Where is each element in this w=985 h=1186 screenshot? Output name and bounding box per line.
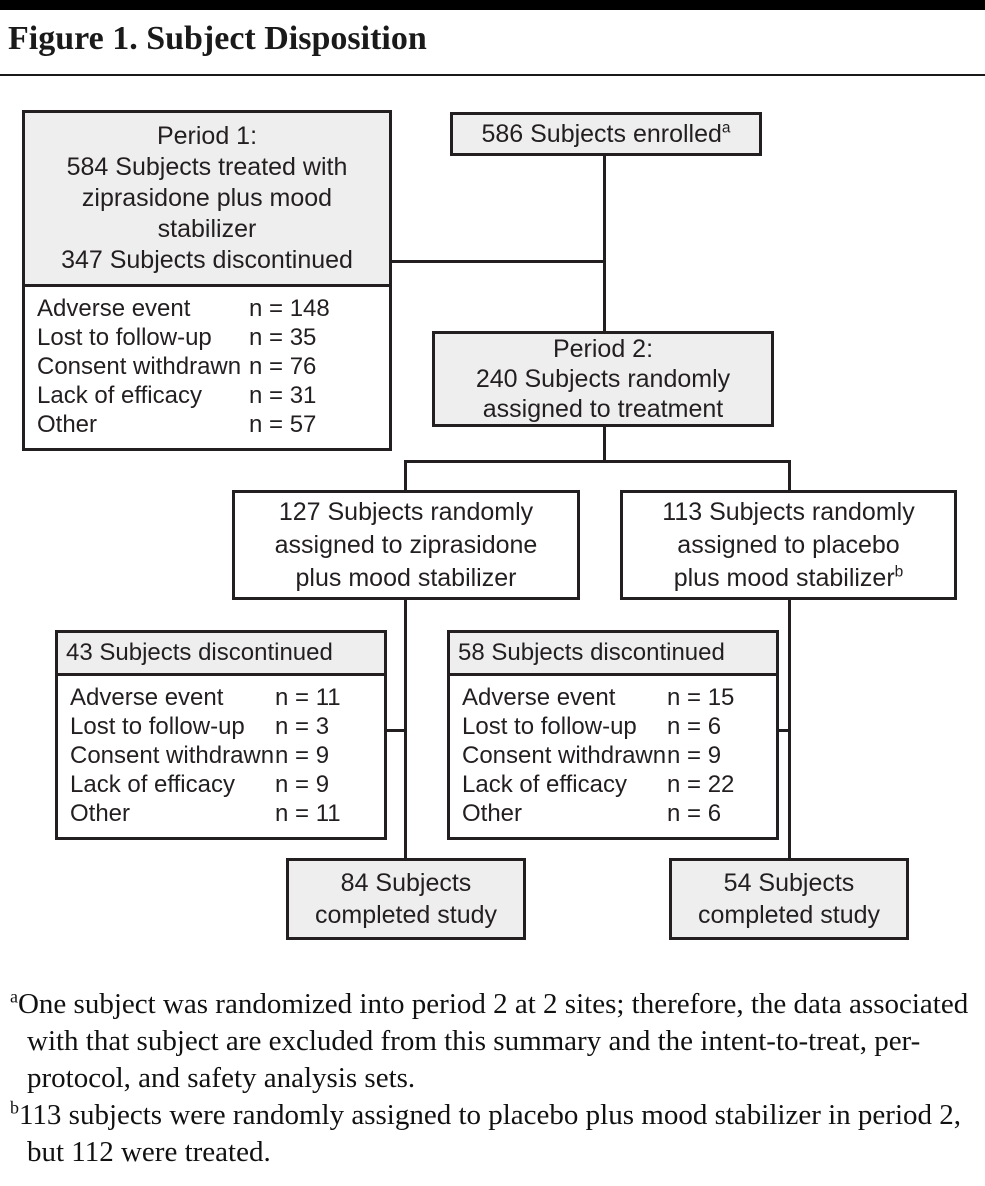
discontinued-ziprasidone-box <box>55 630 387 840</box>
reason-row <box>70 770 376 799</box>
footnote-a <box>10 986 975 1097</box>
footnote-text: One subject was randomized into period 2 at 2 sites; therefore, the data associated with that subject are excluded from this summary and the intent-to-treat, per-protocol, and safety analysis sets. <box>17 988 969 1094</box>
footnote-b <box>10 1097 975 1171</box>
reason-value: n = 6 <box>667 800 722 827</box>
period1-reason-list <box>25 287 389 448</box>
reason-row <box>37 294 381 323</box>
reason-row <box>37 352 381 381</box>
discontinued-reason-list <box>450 676 776 837</box>
title-underline <box>0 74 985 76</box>
reason-row <box>462 683 768 712</box>
period1-line: stabilizer <box>157 215 257 243</box>
reason-label: Lack of efficacy <box>70 771 235 798</box>
reason-row <box>70 683 376 712</box>
period1-line: ziprasidone plus mood <box>81 184 333 212</box>
period2-line: 240 Subjects randomly <box>475 365 731 393</box>
reason-value: n = 11 <box>275 684 341 711</box>
connector-period2-stub <box>603 427 606 463</box>
reason-label: Lost to follow-up <box>37 324 212 351</box>
footnote-marker: a <box>10 986 18 1007</box>
arm-line: 113 Subjects randomly <box>662 497 915 526</box>
reason-value: n = 31 <box>249 382 317 409</box>
completed-line: completed study <box>697 901 881 929</box>
discontinued-reason-list <box>58 676 384 837</box>
footnote-text: 113 subjects were randomly assigned to placebo plus mood stabilizer in period 2, but 112 were treated. <box>18 1099 962 1168</box>
reason-label: Adverse event <box>462 684 616 711</box>
reason-value: n = 22 <box>667 771 735 798</box>
period2-line: assigned to treatment <box>482 395 724 423</box>
completed-ziprasidone-box <box>286 858 526 940</box>
reason-row <box>462 712 768 741</box>
connector-stub-right-arm <box>788 460 791 492</box>
period1-line: Period 1: <box>156 122 258 150</box>
connector-branch-horizontal <box>404 460 791 463</box>
reason-row <box>70 799 376 828</box>
reason-row <box>70 741 376 770</box>
connector-stub-left-arm <box>404 460 407 492</box>
discontinued-header: 58 Subjects discontinued <box>450 633 776 676</box>
reason-label: Lack of efficacy <box>37 382 202 409</box>
reason-value: n = 9 <box>275 771 330 798</box>
reason-row <box>37 410 381 439</box>
reason-value: n = 76 <box>249 353 317 380</box>
connector-right-discontinued <box>779 729 790 732</box>
period1-box <box>22 110 392 451</box>
footnote-marker-b: b <box>894 563 904 581</box>
reason-value: n = 148 <box>249 295 330 322</box>
reason-label: Other <box>462 800 523 827</box>
reason-label: Adverse event <box>37 295 191 322</box>
reason-row <box>462 770 768 799</box>
reason-row <box>462 799 768 828</box>
period2-box <box>432 331 774 427</box>
arm-placebo-box <box>620 490 957 600</box>
reason-value: n = 9 <box>667 742 722 769</box>
reason-value: n = 15 <box>667 684 735 711</box>
arm-line: assigned to placebo <box>677 530 900 559</box>
completed-placebo-box <box>669 858 909 940</box>
reason-label: Consent withdrawn <box>462 742 667 769</box>
reason-value: n = 35 <box>249 324 317 351</box>
reason-value: n = 9 <box>275 742 330 769</box>
reason-label: Consent withdrawn <box>70 742 275 769</box>
top-rule <box>0 0 985 10</box>
reason-label: Lost to follow-up <box>462 713 637 740</box>
completed-line: completed study <box>314 901 498 929</box>
period1-header <box>25 113 389 287</box>
footnote-marker: b <box>10 1097 19 1118</box>
reason-label: Consent withdrawn <box>37 353 242 380</box>
reason-label: Lack of efficacy <box>462 771 627 798</box>
completed-line: 84 Subjects <box>340 869 472 897</box>
figure-title: Figure 1. Subject Disposition <box>8 20 427 57</box>
arm-line: 127 Subjects randomly <box>278 497 534 526</box>
connector-left-discontinued <box>387 729 406 732</box>
reason-label: Lost to follow-up <box>70 713 245 740</box>
reason-label: Other <box>70 800 131 827</box>
reason-row <box>37 381 381 410</box>
reason-row <box>37 323 381 352</box>
period1-line: 347 Subjects discontinued <box>61 246 353 274</box>
enrolled-text: 586 Subjects enrolled$^a$ <box>481 119 731 148</box>
completed-line: 54 Subjects <box>723 869 855 897</box>
discontinued-header: 43 Subjects discontinued <box>58 633 384 676</box>
reason-label: Adverse event <box>70 684 224 711</box>
period2-line: Period 2: <box>552 335 654 363</box>
reason-value: n = 11 <box>275 800 341 827</box>
connector-enrolled-to-period2 <box>603 154 606 333</box>
arm-line: assigned to ziprasidone <box>274 530 538 559</box>
footnotes <box>10 986 975 1171</box>
arm-ziprasidone-box <box>232 490 580 600</box>
connector-period1-to-mainline <box>392 260 604 263</box>
reason-label: Other <box>37 411 98 438</box>
discontinued-placebo-box <box>447 630 779 840</box>
reason-value: n = 6 <box>667 713 722 740</box>
footnote-marker-a: a <box>721 119 731 137</box>
arm-line: plus mood stabilizer <box>295 563 517 592</box>
reason-value: n = 57 <box>249 411 317 438</box>
arm-line: plus mood stabilizer$^b$ <box>673 563 904 592</box>
reason-row <box>70 712 376 741</box>
reason-value: n = 3 <box>275 713 330 740</box>
period1-line: 584 Subjects treated with <box>66 153 348 181</box>
enrolled-box <box>450 112 762 156</box>
reason-row <box>462 741 768 770</box>
